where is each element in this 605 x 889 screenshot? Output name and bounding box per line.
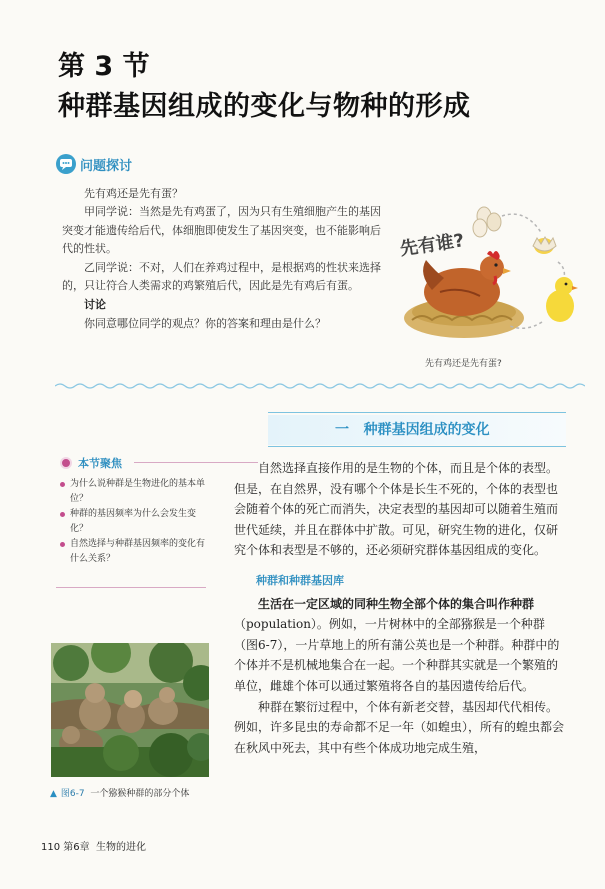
heading-title: 种群基因组成的变化 <box>363 422 490 438</box>
main-body <box>234 458 568 758</box>
subsection-heading: 种群和种群基因库 <box>256 573 344 587</box>
focus-dot-icon <box>60 457 72 469</box>
heading-rule <box>268 412 566 413</box>
speech-bubble-icon <box>56 154 76 174</box>
focus-list <box>56 477 206 567</box>
chapter-label: 第6章 <box>63 842 90 853</box>
page-number: 110 <box>41 842 61 853</box>
chapter-title: 生物的进化 <box>96 842 147 853</box>
discussion-paragraph: 甲同学说：当然是先有鸡蛋了，因为只有生殖细胞产生的基因突变才能遗传给后代，体细胞即使发生了基因突变，也不能影响后代的性状。 <box>62 205 381 256</box>
focus-rule <box>56 587 206 588</box>
section-number: 第 3 节 <box>58 51 150 82</box>
body-paragraph <box>234 594 568 697</box>
definition-text: 生活在一定区域的同种生物全部个体的集合叫作种群 <box>258 596 535 611</box>
focus-item: 种群的基因频率为什么会发生变化？ <box>56 507 206 537</box>
focus-heading <box>56 455 206 471</box>
section-heading <box>335 419 490 439</box>
body-paragraph: 种群在繁衍过程中，个体有新老交替，基因却代代相传。例如，许多昆虫的寿命都不足一年（如蝗虫），所有的蝗虫都会在秋风中死去，其中有些个体成功地完成生殖， <box>234 699 565 755</box>
focus-item: 自然选择与种群基因频率的变化有什么关系？ <box>56 537 206 567</box>
chicken-egg-figure <box>392 200 582 350</box>
discussion-prompt: 你同意哪位同学的观点？你的答案和理由是什么？ <box>84 316 326 330</box>
figure-label-text: 先有谁? <box>398 230 466 260</box>
focus-heading-label: 本节聚焦 <box>78 457 122 470</box>
section-title: 种群基因组成的变化与物种的形成 <box>58 91 471 122</box>
figure-caption <box>50 786 189 799</box>
figure-caption-text: 一个猕猴种群的部分个体 <box>90 789 190 799</box>
heading-number: 一 <box>335 422 349 438</box>
discussion-body <box>62 185 382 333</box>
focus-item: 为什么说种群是生物进化的基本单位？ <box>56 477 206 507</box>
page-footer <box>41 838 146 853</box>
figure-label: 图6-7 <box>60 789 85 799</box>
figure-caption: 先有鸡还是先有蛋? <box>425 359 502 369</box>
discussion-subheading: 讨论 <box>84 298 106 312</box>
body-text: （population）。例如，一片树林中的全部猕猴是一个种群（图6-7），一片草地上的所有蒲公英也是一个种群。种群中的个体并不是机械地集合在一起。一个种群其实就是一个繁殖的单位，雌雄个体可以通过繁殖将各自的基因遗传给后代。 <box>234 617 560 693</box>
focus-box <box>56 455 206 567</box>
macaque-photo <box>51 643 209 777</box>
figure-marker-icon: ▲ <box>50 789 57 799</box>
discussion-question: 先有鸡还是先有蛋？ <box>84 187 183 200</box>
discussion-paragraph: 乙同学说：不对，人们在养鸡过程中，是根据鸡的性状来选择的，只让符合人类需求的鸡繁殖后代，因此是先有鸡后有蛋。 <box>62 260 381 293</box>
wave-divider <box>55 382 585 390</box>
heading-rule <box>268 446 566 447</box>
discussion-heading: 问题探讨 <box>80 159 133 174</box>
body-paragraph: 自然选择直接作用的是生物的个体，而且是个体的表型。但是，在自然界，没有哪个个体是长生不死的，个体的表型也会随着个体的死亡而消失，决定表型的基因却可以随着生殖而世代延续，并且在群体中扩散。可见，研究生物的进化，仅研究个体和表型是不够的，还必须研究群体基因组成的变化。 <box>234 461 559 558</box>
